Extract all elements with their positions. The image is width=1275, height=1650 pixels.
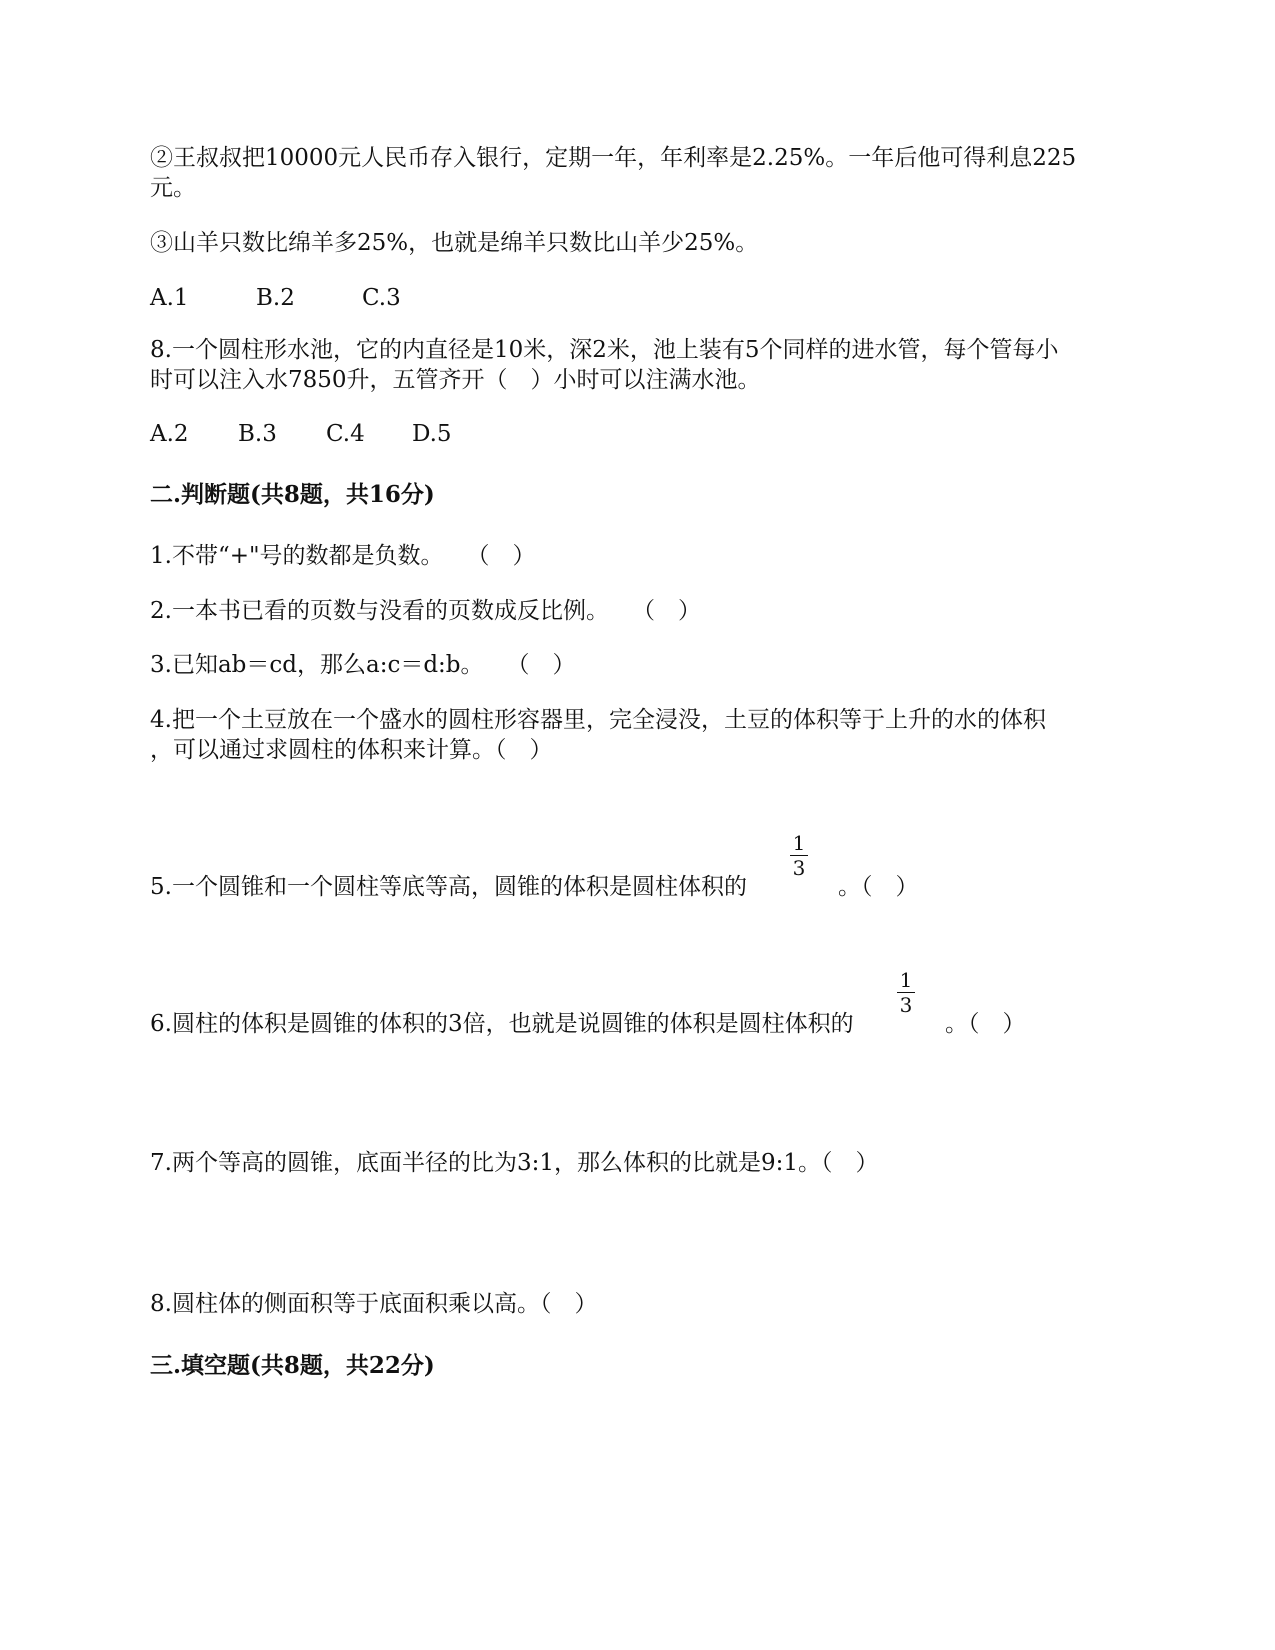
tf-question-5-text: 5.一个圆锥和一个圆柱等底等高，圆锥的体积是圆柱体积的 [150,874,747,900]
tf-question-1: 1.不带“+"号的数都是负数。 （ ） [150,543,536,569]
tf-question-7: 7.两个等高的圆锥，底面半径的比为3:1，那么体积的比就是9:1。（ ） [150,1150,879,1176]
fraction-denominator: 3 [792,856,806,880]
q7-option-b: B.2 [256,285,295,311]
q7-statement-2-line2: 元。 [150,175,196,201]
section-2-heading: 二.判断题(共8题，共16分) [150,481,435,508]
tf-question-6-tail: 。（ ） [945,1011,1026,1037]
q8-question-line2: 时可以注入水7850升，五管齐开（ ）小时可以注满水池。 [150,367,761,393]
q8-option-a: A.2 [150,421,189,447]
q7-option-a: A.1 [150,285,189,311]
q8-options [150,419,452,449]
tf-question-4-line1: 4.把一个土豆放在一个盛水的圆柱形容器里，完全浸没，土豆的体积等于上升的水的体积 [150,707,1046,733]
q7-statement-3: ③山羊只数比绵羊多25%，也就是绵羊只数比山羊少25%。 [150,230,759,256]
tf-question-5-fraction [788,832,810,879]
q8-question-line1: 8.一个圆柱形水池，它的内直径是10米，深2米，池上装有5个同样的进水管，每个管每小 [150,337,1059,363]
tf-question-6-fraction [895,969,917,1016]
tf-question-5-tail: 。（ ） [838,874,919,900]
q7-options [150,283,401,313]
section-3-heading: 三.填空题(共8题，共22分) [150,1352,435,1379]
tf-question-2: 2.一本书已看的页数与没看的页数成反比例。 （ ） [150,598,701,624]
tf-question-4-line2: ，可以通过求圆柱的体积来计算。（ ） [150,737,553,763]
fraction-numerator: 1 [899,968,913,992]
q7-statement-2-line1: ②王叔叔把10000元人民币存入银行，定期一年，年利率是2.25%。一年后他可得利息225 [150,145,1077,171]
tf-question-8: 8.圆柱体的侧面积等于底面积乘以高。（ ） [150,1291,598,1317]
q7-option-c: C.3 [362,285,401,311]
fraction-numerator: 1 [792,831,806,855]
q8-option-c: C.4 [326,421,365,447]
fraction-denominator: 3 [899,993,913,1017]
tf-question-3: 3.已知ab＝cd，那么a:c＝d:b。 （ ） [150,652,576,678]
tf-question-6-text: 6.圆柱的体积是圆锥的体积的3倍，也就是说圆锥的体积是圆柱体积的 [150,1011,854,1037]
q8-option-b: B.3 [238,421,277,447]
q8-option-d: D.5 [412,421,452,447]
